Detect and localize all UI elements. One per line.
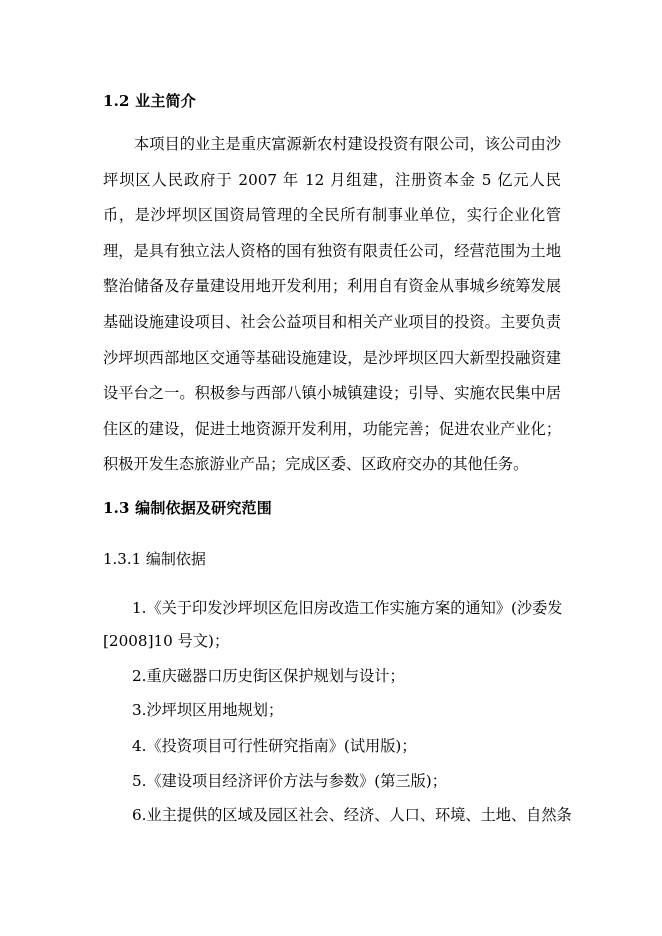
basis-list-item-6: 6.业主提供的区域及园区社会、经济、人口、环境、土地、自然条 [132,806,572,824]
basis-list-item-5: 5.《建设项目经济评价方法与参数》(第三版)； [132,772,447,790]
section-1-3-1-heading: 1.3.1 编制依据 [103,550,206,568]
basis-list-item-4: 4.《投资项目可行性研究指南》(试用版)； [132,737,417,755]
basis-list-item-1: 1.《关于印发沙坪坝区危旧房改造工作实施方案的通知》(沙委发[2008]10 号文)； [103,599,563,650]
section-1-3-heading: 1.3 编制依据及研究范围 [103,499,272,517]
basis-list-item-3: 3.沙坪坝区用地规划； [132,701,284,719]
section-1-2-heading: 1.2 业主简介 [103,92,196,110]
basis-list-item-2: 2.重庆磁器口历史街区保护规划与设计； [132,667,405,685]
owner-introduction-paragraph: 本项目的业主是重庆富源新农村建设投资有限公司，该公司由沙坪坝区人民政府于 2007 年 12 月组建，注册资本金 5 亿元人民币，是沙坪坝区国资局管理的全民所有制事业单位，实行企业化管理，是具有独立法人资格的国有独资有限责任公司，经营范围为土地整治储备及存量建设用地开发利用；利用自有资金从事城乡统筹发展基础设施建设项目、社会公益项目和相关产业项目的投资。主要负责沙坪坝西部地区交通等基础设施建设，是沙坪坝区四大新型投融资建设平台之一。积极参与西部八镇小城镇建设；引导、实施农民集中居住区的建设，促进土地资源开发利用，功能完善；促进农业产业化；积极开发生态旅游业产品；完成区委、区政府交办的其他任务。 [103,135,561,474]
